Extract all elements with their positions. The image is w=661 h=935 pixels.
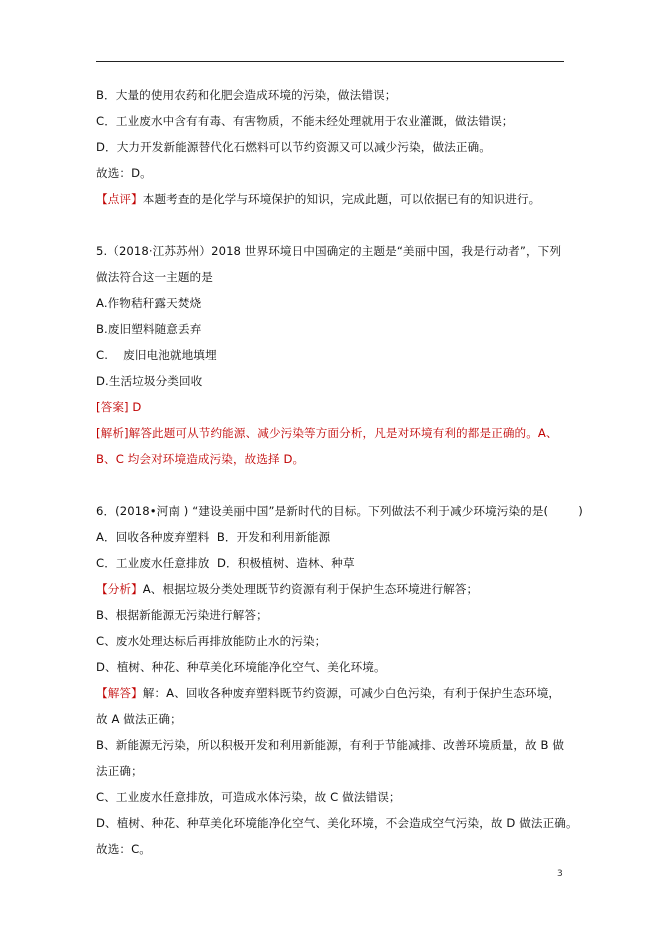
header-rule <box>96 61 564 62</box>
q5-analysis-line2: B、C 均会对环境造成污染，故选择 D。 <box>96 452 305 466</box>
q5-analysis-line1: [解析]解答此题可从节约能源、减少污染等方面分析，凡是对环境有利的都是正确的。A、 <box>96 426 558 440</box>
comment-text: 本题考查的是化学与环境保护的知识，完成此题，可以依据已有的知识进行。 <box>142 192 541 206</box>
q6-stem-text: 6．(2018•河南 ) “建设美丽中国”是新时代的目标。下列做法不利于减少环境污染的是( <box>96 504 549 518</box>
q6-jieda-b1: B、新能源无污染，所以积极开发和利用新能源，有利于节能减排、改善环境质量，故 B 做 <box>96 738 565 752</box>
jieda-tag: 【解答】 <box>96 686 143 700</box>
q5-answer: [答案] D <box>96 400 142 414</box>
fenxi-a-text: A、根据垃圾分类处理既节约资源有利于保护生态环境进行解答； <box>142 582 479 596</box>
q6-answer: 故选：C。 <box>96 842 151 856</box>
q5-option-d: D.生活垃圾分类回收 <box>96 374 203 388</box>
q6-jieda-a2: 故 A 做法正确； <box>96 712 182 726</box>
q6-jieda-d: D、植树、种花、种草美化环境能净化空气、美化环境，不会造成空气污染，故 D 做法正确。 <box>96 816 578 830</box>
q6-jieda-a1 <box>96 685 560 701</box>
q6-jieda-c: C、工业废水任意排放，可造成水体污染，故 C 做法错误； <box>96 790 401 804</box>
q6-options-ab: A．回收各种废弃塑料 B．开发和利用新能源 <box>96 530 331 544</box>
option-b-explanation: B．大量的使用农药和化肥会造成环境的污染，做法错误； <box>96 88 397 102</box>
comment-line <box>96 191 540 207</box>
q5-option-b: B.废旧塑料随意丢弃 <box>96 322 202 336</box>
q6-fenxi-b: B、根据新能源无污染进行解答； <box>96 608 268 622</box>
option-d-explanation: D．大力开发新能源替代化石燃料可以节约资源又可以减少污染，做法正确。 <box>96 140 491 154</box>
page-number: 3 <box>557 869 563 879</box>
q6-fenxi-d: D、植树、种花、种草美化环境能净化空气、美化环境。 <box>96 660 386 674</box>
q5-stem-line1: 5.（2018·江苏苏州）2018 世界环境日中国确定的主题是“美丽中国，我是行动者”，下列 <box>96 244 562 258</box>
fenxi-tag: 【分析】 <box>96 582 143 596</box>
comment-tag: 【点评】 <box>96 192 143 206</box>
q6-fenxi-a <box>96 581 478 597</box>
q5-option-a: A.作物秸秆露天焚烧 <box>96 296 202 310</box>
q6-jieda-b2: 法正确； <box>96 764 143 778</box>
q5-stem-line2: 做法符合这一主题的是 <box>96 270 213 284</box>
q6-stem <box>96 503 583 519</box>
q6-fenxi-c: C、废水处理达标后再排放能防止水的污染； <box>96 634 327 648</box>
q5-option-c: C. 废旧电池就地填埋 <box>96 348 217 362</box>
q6-stem-close: ) <box>578 504 583 518</box>
q6-options-cd: C．工业废水任意排放 D．积极植树、造林、种草 <box>96 556 355 570</box>
jieda-a1-text: 解：A、回收各种废弃塑料既节约资源，可减少白色污染，有利于保护生态环境， <box>142 686 561 700</box>
answer-line: 故选：D。 <box>96 166 152 180</box>
option-c-explanation: C．工业废水中含有有毒、有害物质，不能未经处理就用于农业灌溉，做法错误； <box>96 114 514 128</box>
